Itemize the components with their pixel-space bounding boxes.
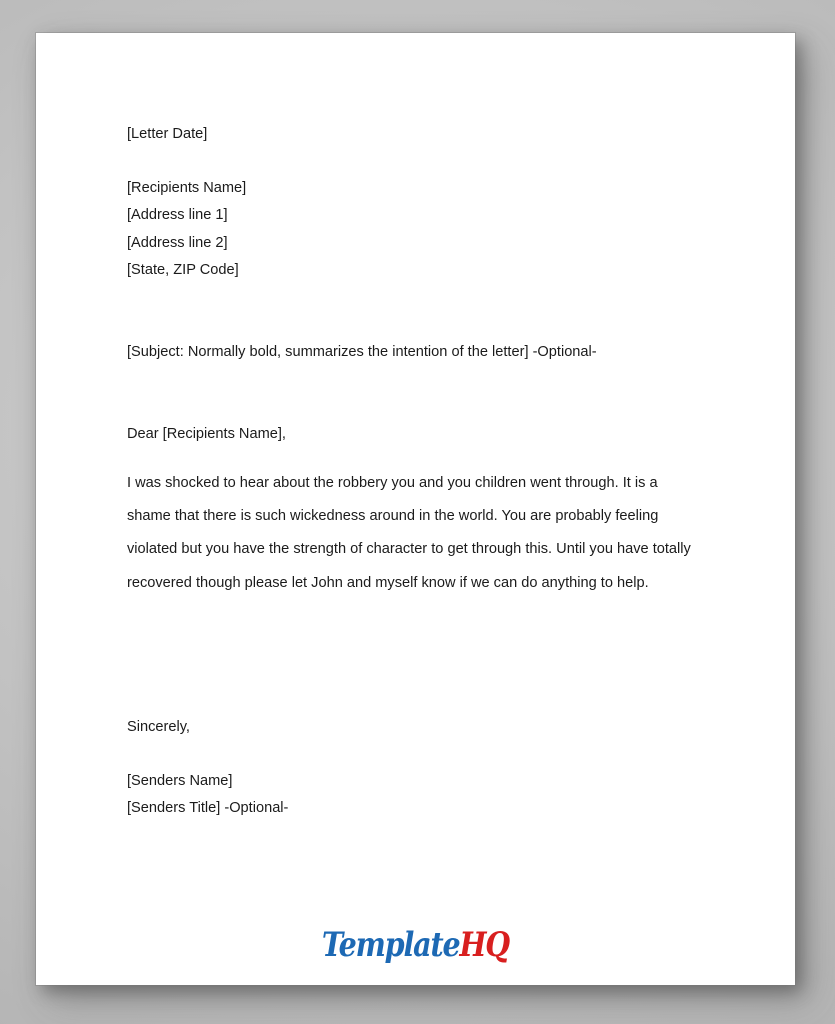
salutation-block	[127, 427, 286, 442]
closing-line: Sincerely,	[127, 719, 190, 735]
recipient-address-line-1: [Address line 1]	[127, 207, 228, 224]
salutation-line: Dear [Recipients Name],	[127, 426, 286, 442]
body-line-3: violated but you have the strength of character to get through this. Until you have totally	[127, 541, 691, 558]
signature-block	[127, 774, 288, 829]
body-paragraph	[127, 476, 712, 609]
body-line-4: recovered though please let John and myself know if we can do anything to help.	[127, 574, 649, 591]
letter-date-block	[127, 127, 207, 142]
recipient-name-placeholder: [Recipients Name]	[127, 180, 247, 196]
letter-date-placeholder: [Letter Date]	[127, 126, 208, 142]
recipient-state-zip: [State, ZIP Code]	[127, 261, 239, 278]
templatehq-logo	[36, 925, 795, 965]
body-line-1: I was shocked to hear about the robbery you and you children went through. It is a	[127, 475, 658, 491]
closing-block	[127, 720, 190, 735]
subject-line: [Subject: Normally bold, summarizes the intention of the letter] -Optional-	[127, 344, 597, 360]
sender-title-placeholder: [Senders Title] -Optional-	[127, 800, 289, 817]
subject-block	[127, 345, 597, 360]
document-page	[36, 33, 795, 985]
logo-word-template: Template	[321, 925, 460, 965]
sender-name-placeholder: [Senders Name]	[127, 773, 233, 789]
recipient-address-line-2: [Address line 2]	[127, 234, 228, 251]
body-line-2: shame that there is such wickedness around in the world. You are probably feeling	[127, 508, 659, 525]
logo-word-hq: HQ	[459, 925, 510, 965]
logo-wordmark	[321, 925, 510, 965]
recipient-address-block	[127, 181, 246, 290]
